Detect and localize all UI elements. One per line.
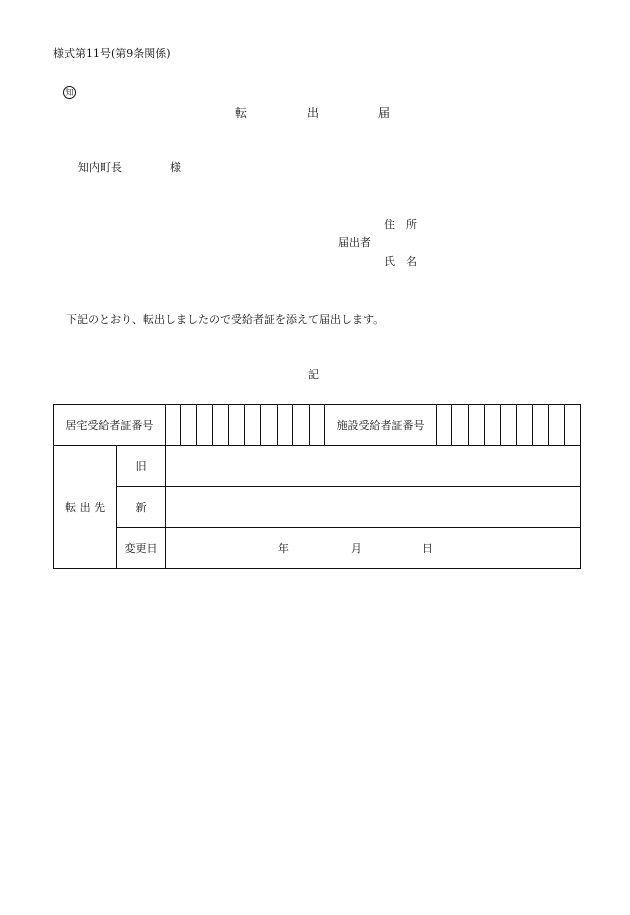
facility-cert-digit[interactable] [533, 405, 549, 446]
home-cert-digit[interactable] [277, 405, 293, 446]
old-label: 旧 [117, 446, 166, 487]
home-cert-digit[interactable] [309, 405, 325, 446]
cert-number-row [54, 405, 581, 446]
home-cert-digit[interactable] [181, 405, 197, 446]
new-address-row [54, 487, 581, 528]
statement-text: 下記のとおり、転出しましたので受給者証を添えて届出します。 [66, 313, 385, 326]
addressee-name: 知内町長 [78, 161, 122, 174]
facility-cert-digit[interactable] [436, 405, 452, 446]
home-cert-digit[interactable] [261, 405, 278, 446]
name-label: 氏 名 [384, 255, 417, 268]
home-cert-digit[interactable] [165, 405, 181, 446]
title-char-1: 転 [235, 106, 248, 120]
facility-cert-digit[interactable] [501, 405, 517, 446]
facility-cert-digit[interactable] [469, 405, 485, 446]
home-cert-digit[interactable] [196, 405, 213, 446]
home-cert-digit[interactable] [245, 405, 261, 446]
facility-cert-digit[interactable] [452, 405, 469, 446]
title-char-3: 届 [378, 106, 391, 120]
facility-cert-label: 施設受給者証番号 [325, 405, 437, 446]
home-cert-label: 居宅受給者証番号 [54, 405, 166, 446]
old-address-field[interactable] [165, 446, 580, 487]
change-date-field[interactable] [165, 528, 580, 569]
form-number: 様式第11号(第9条関係) [53, 47, 171, 60]
change-date-label: 変更日 [117, 528, 166, 569]
title-char-2: 出 [307, 106, 320, 120]
change-date-row [54, 528, 581, 569]
facility-cert-digit[interactable] [548, 405, 565, 446]
facility-cert-digit[interactable] [516, 405, 533, 446]
addressee-honorific: 様 [170, 161, 181, 174]
seal-char: 知 [65, 88, 74, 97]
new-address-field[interactable] [165, 487, 580, 528]
new-label: 新 [117, 487, 166, 528]
home-cert-digit[interactable] [293, 405, 310, 446]
old-address-row [54, 446, 581, 487]
home-cert-digit[interactable] [228, 405, 245, 446]
address-label: 住 所 [384, 218, 417, 231]
facility-cert-digit[interactable] [565, 405, 581, 446]
ki-heading: 記 [308, 368, 319, 381]
seal-mark [63, 86, 76, 99]
day-unit: 日 [421, 542, 433, 555]
notifier-label: 届出者 [338, 236, 371, 249]
month-unit: 月 [350, 542, 362, 555]
destination-label: 転 出 先 [54, 446, 117, 569]
facility-cert-digit[interactable] [484, 405, 501, 446]
home-cert-digit[interactable] [213, 405, 229, 446]
transfer-form-table [53, 404, 581, 569]
year-unit: 年 [277, 542, 289, 555]
